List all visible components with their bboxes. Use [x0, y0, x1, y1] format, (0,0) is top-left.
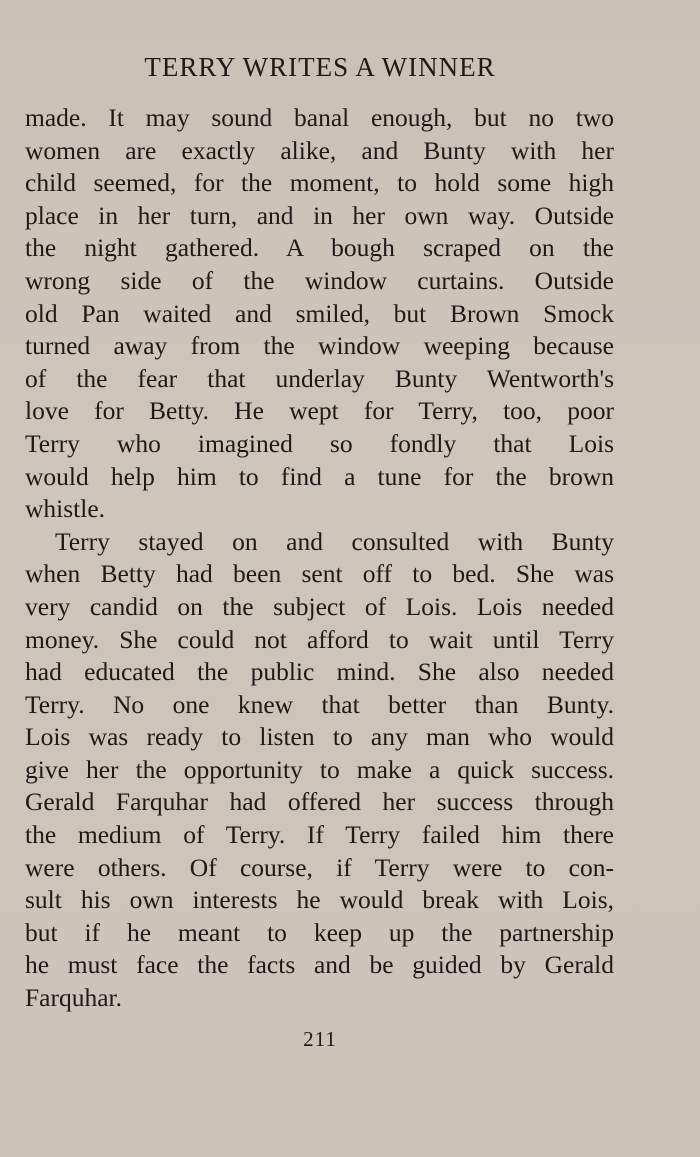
text-line: the medium of Terry. If Terry failed him there — [25, 820, 614, 850]
text-line: would help him to find a tune for the brown — [25, 461, 614, 491]
text-line: had educated the public mind. She also needed — [25, 657, 614, 687]
text-line: Terry who imagined so fondly that Lois — [25, 428, 614, 458]
text-line: of the fear that underlay Bunty Wentworth's — [25, 363, 614, 393]
text-line: turned away from the window weeping because — [25, 331, 614, 361]
text-line: sult his own interests he would break with Lois, — [25, 885, 614, 915]
text-line: old Pan waited and smiled, but Brown Smock — [25, 298, 614, 328]
text-line: place in her turn, and in her own way. Outside — [25, 200, 614, 230]
text-line: love for Betty. He wept for Terry, too, poor — [25, 396, 614, 426]
text-line: Farquhar. — [25, 983, 123, 1013]
text-line: give her the opportunity to make a quick success. — [25, 754, 614, 784]
page-number: 211 — [303, 1027, 337, 1051]
text-line: made. It may sound banal enough, but no two — [25, 103, 614, 132]
text-line: but if he meant to keep up the partnership — [25, 917, 614, 947]
text-line: were others. Of course, if Terry were to con- — [25, 852, 614, 882]
running-title: TERRY WRITES A WINNER — [144, 52, 496, 82]
text-line: he must face the facts and be guided by Gerald — [25, 950, 614, 980]
text-line: Terry. No one knew that better than Bunty. — [25, 689, 614, 719]
text-line: wrong side of the window curtains. Outside — [25, 265, 614, 295]
text-line: Terry stayed on and consulted with Bunty — [55, 526, 614, 556]
text-line: whistle. — [25, 494, 106, 524]
text-line: the night gathered. A bough scraped on the — [25, 233, 614, 263]
text-line: when Betty had been sent off to bed. She was — [25, 559, 614, 589]
text-line: Gerald Farquhar had offered her success through — [25, 787, 614, 817]
text-line: Lois was ready to listen to any man who would — [25, 722, 614, 752]
text-line: child seemed, for the moment, to hold some high — [25, 168, 614, 198]
text-line: money. She could not afford to wait until Terry — [25, 624, 614, 654]
body-text — [25, 102, 614, 1015]
text-line: women are exactly alike, and Bunty with her — [25, 135, 614, 165]
text-line: very candid on the subject of Lois. Lois needed — [25, 591, 614, 621]
